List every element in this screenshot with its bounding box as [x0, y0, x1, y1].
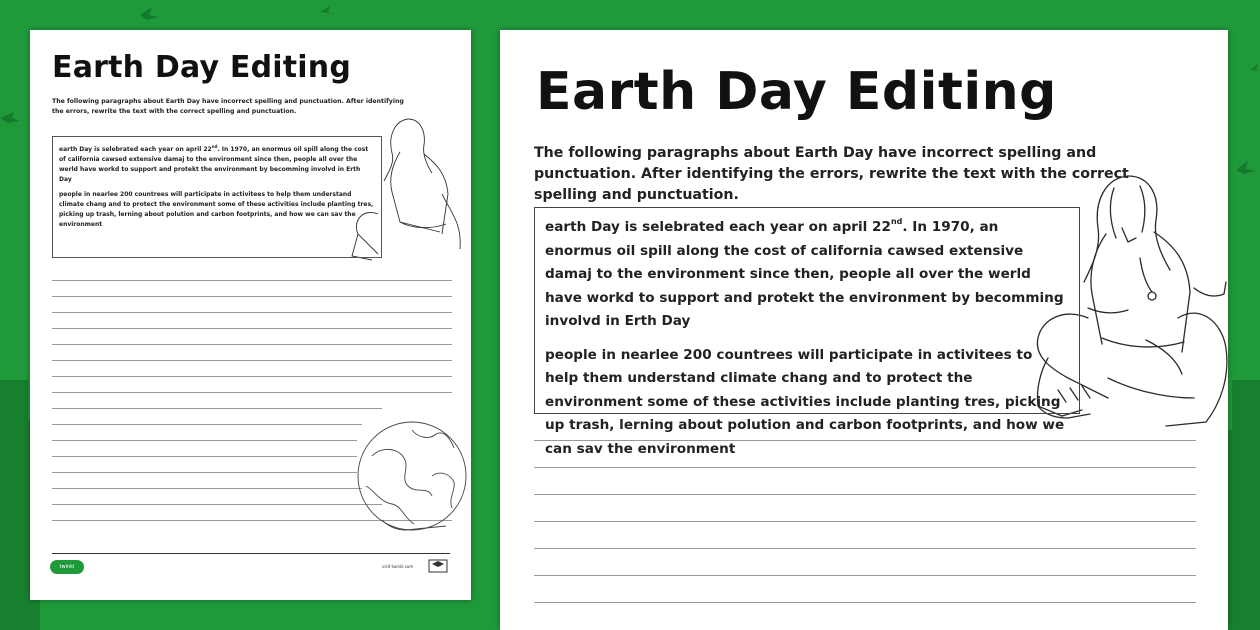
paragraph-box [534, 207, 1080, 457]
globe-illustration [352, 416, 471, 536]
paragraph-2: people in nearlee 200 countrees will participate in activitees to help them understand climate chang and to protect the environment some of these activities include planting tres, picking up trash, lerning about polution and carbon footprints, and how we can sav the environment [59, 191, 374, 228]
bird-silhouette [140, 7, 159, 20]
paragraph-box [52, 136, 382, 258]
instructions-text: The following paragraphs about Earth Day have incorrect spelling and punctuation. After identifying the errors, rewrite the text with the correct spelling and punctuation. [52, 98, 404, 115]
graduation-cap-icon [428, 558, 448, 574]
footer-divider [52, 553, 450, 554]
worksheet-page-main [500, 30, 1228, 630]
bird-silhouette [0, 112, 20, 123]
footer-url: visit twinkl.com [382, 564, 414, 569]
city-silhouette-right [1228, 380, 1260, 630]
paragraph-1: earth Day is selebrated each year on april 22nd. In 1970, an enormus oil spill along the cost of california cawsed extensive damaj to the environment since then, people all over the werld have workd to support and protekt the environment by becomming involvd in Erth Day [59, 144, 369, 183]
bird-silhouette [1236, 160, 1256, 174]
bird-silhouette [1250, 64, 1260, 71]
page-title: Earth Day Editing [52, 50, 352, 85]
bird-silhouette [320, 6, 336, 14]
page-title: Earth Day Editing [536, 62, 1057, 122]
instructions-text: The following paragraphs about Earth Day have incorrect spelling and punctuation. After identifying the errors, rewrite the text with the correct spelling and punctuation. [534, 145, 1129, 203]
worksheet-page-thumbnail [30, 30, 471, 600]
paragraph-2: people in nearlee 200 countrees will participate in activitees to help them understand climate chang and to protect the environment some of these activities include planting tres, picking up trash, lerning about polution and carbon footprints, and how we can sav the environment [545, 346, 1065, 457]
paragraph-1: earth Day is selebrated each year on april 22nd. In 1970, an enormus oil spill along the cost of california cawsed extensive damaj to the environment since then, people all over the werld have workd to support and protekt the environment by becomming involvd in Erth Day [545, 217, 1064, 329]
twinkl-logo: twinkl [50, 560, 84, 574]
writing-lines [534, 440, 1196, 603]
